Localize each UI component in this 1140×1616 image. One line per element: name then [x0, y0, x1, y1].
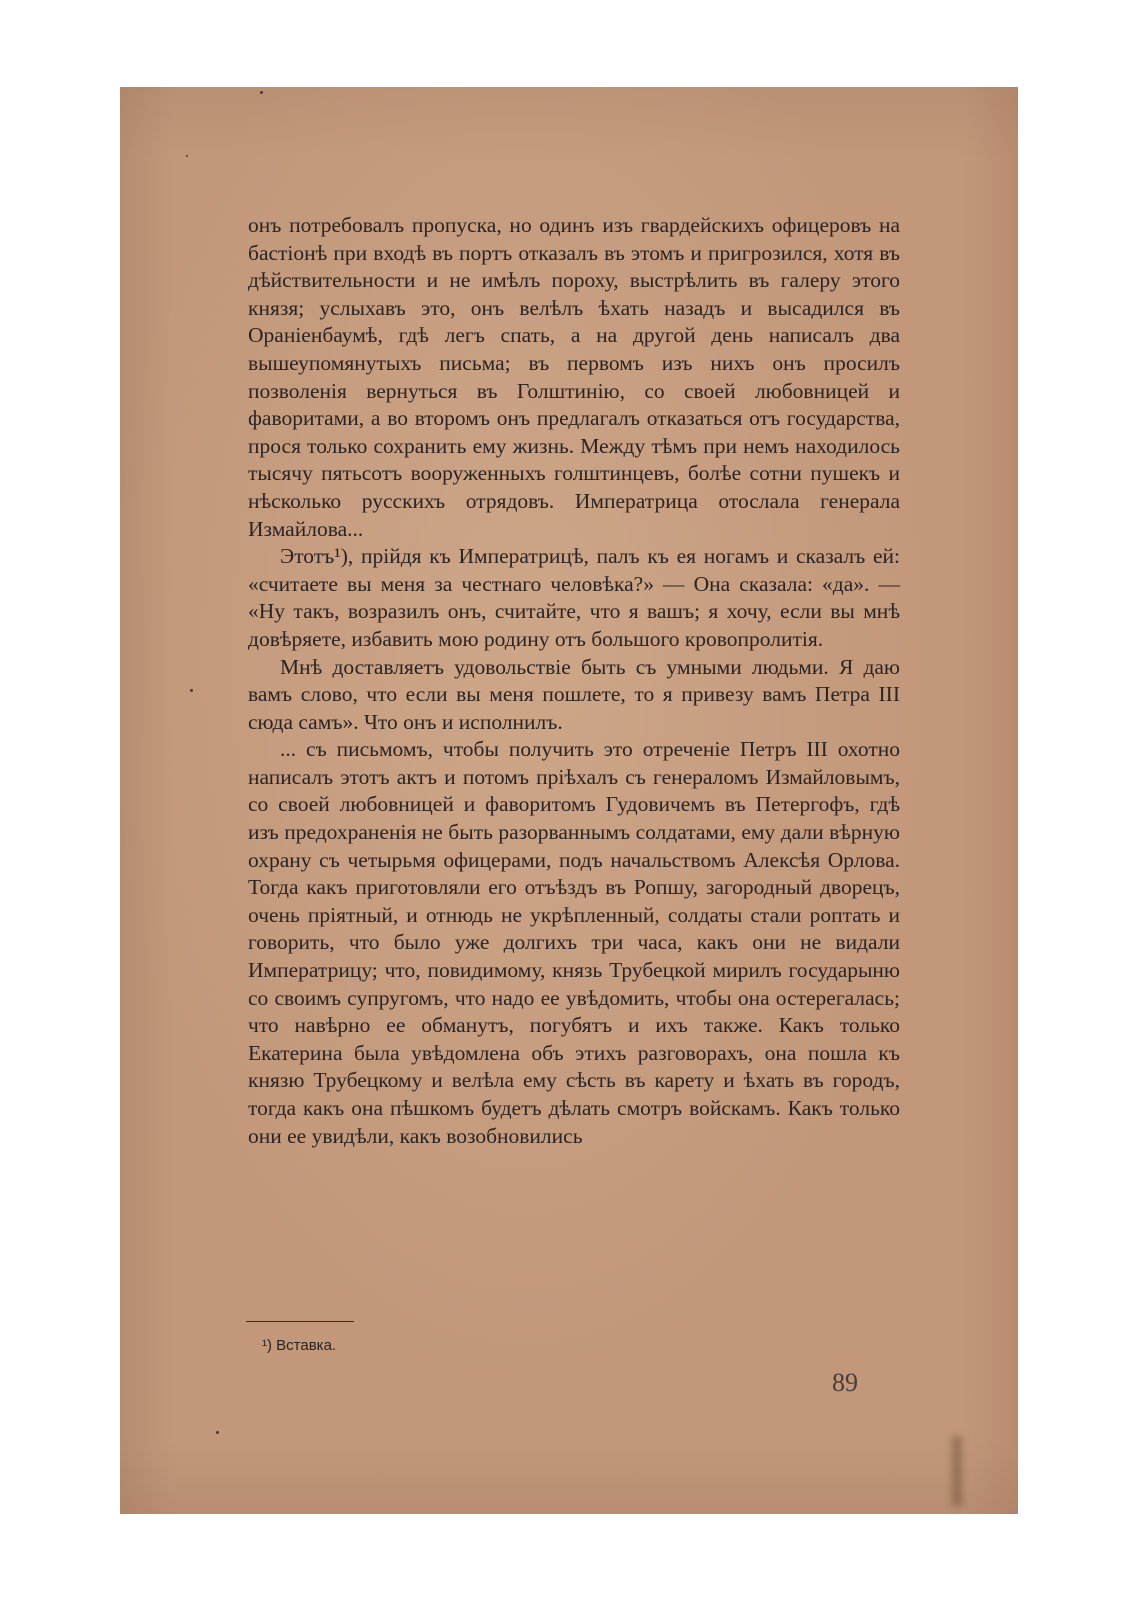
- binding-shadow: [948, 1436, 966, 1506]
- footnote-divider: [246, 1321, 354, 1322]
- page-number: 89: [832, 1368, 858, 1397]
- paragraph: Мнѣ доставляетъ удовольствіе быть съ умными людьми. Я даю вамъ слово, что если вы меня пошлете, то я привезу вамъ Петра III сюда самъ». Что онъ и исполнилъ.: [248, 654, 900, 734]
- paragraph: ... съ письмомъ, чтобы получить это отреченіе Петръ III охотно написалъ этотъ актъ и потомъ пріѣхалъ съ генераломъ Измайловымъ, со своей любовницей и фаворитомъ Гудовичемъ въ Петергофъ, гдѣ изъ предохраненія не быть разорваннымъ солдатами, ему дали вѣрную охрану съ четырьмя офицерами, подъ начальствомъ Алексѣя Орлова. Тогда какъ приготовляли его отъѣздъ въ Ропшу, загородный дворецъ, очень пріятный, и отнюдь не укрѣпленный, солдаты стали роптать и говорить, что было уже долгихъ три часа, какъ они не видали Императрицу; что, повидимому, князь Трубецкой мирилъ государыню со своимъ супругомъ, что надо ее увѣдомить, чтобы она остерегалась; что навѣрно ее обманутъ, погубятъ и ихъ также. Какъ только Екатерина была увѣдомлена объ этихъ разговорахъ, она пошла къ князю Трубецкому и велѣла ему сѣсть въ карету и ѣхать въ городъ, тогда какъ она пѣшкомъ будетъ дѣлать смотръ войскамъ. Какъ только они ее увидѣли, какъ возобновились: [248, 737, 900, 1148]
- footnote: ¹) Вставка.: [262, 1337, 337, 1354]
- ink-speck: [260, 91, 263, 94]
- paragraph: Этотъ¹), прійдя къ Императрицѣ, палъ къ ея ногамъ и сказалъ ей: «считаете вы меня за честнаго человѣка?» — Она сказала: «да». — «Ну такъ, возразилъ онъ, считайте, что я вашъ; я хочу, если вы мнѣ довѣряете, избавить мою родину отъ большого кровопролитія.: [248, 544, 900, 651]
- body-text: [248, 212, 900, 1150]
- book-page: [120, 87, 1018, 1514]
- ink-speck: [216, 1431, 219, 1434]
- paragraph: онъ потребовалъ пропуска, но одинъ изъ гвардейскихъ офицеровъ на бастіонѣ при входѣ въ портъ отказалъ въ этомъ и пригрозился, хотя въ дѣйствительности и не имѣлъ пороху, выстрѣлить въ галеру этого князя; услыхавъ это, онъ велѣлъ ѣхать назадъ и высадился въ Ораніенбаумѣ, гдѣ легъ спать, а на другой день написалъ два вышеупомянутыхъ письма; въ первомъ изъ нихъ онъ просилъ позволенія вернуться въ Голштинію, со своей любовницей и фаворитами, а во второмъ онъ предлагалъ отказаться отъ государства, прося только сохранить ему жизнь. Между тѣмъ при немъ находилось тысячу пятьсотъ вооруженныхъ голштинцевъ, болѣе сотни пушекъ и нѣсколько русскихъ отрядовъ. Императрица отослала генерала Измайлова...: [248, 213, 900, 541]
- ink-speck: [186, 155, 188, 157]
- ink-speck: [190, 689, 193, 692]
